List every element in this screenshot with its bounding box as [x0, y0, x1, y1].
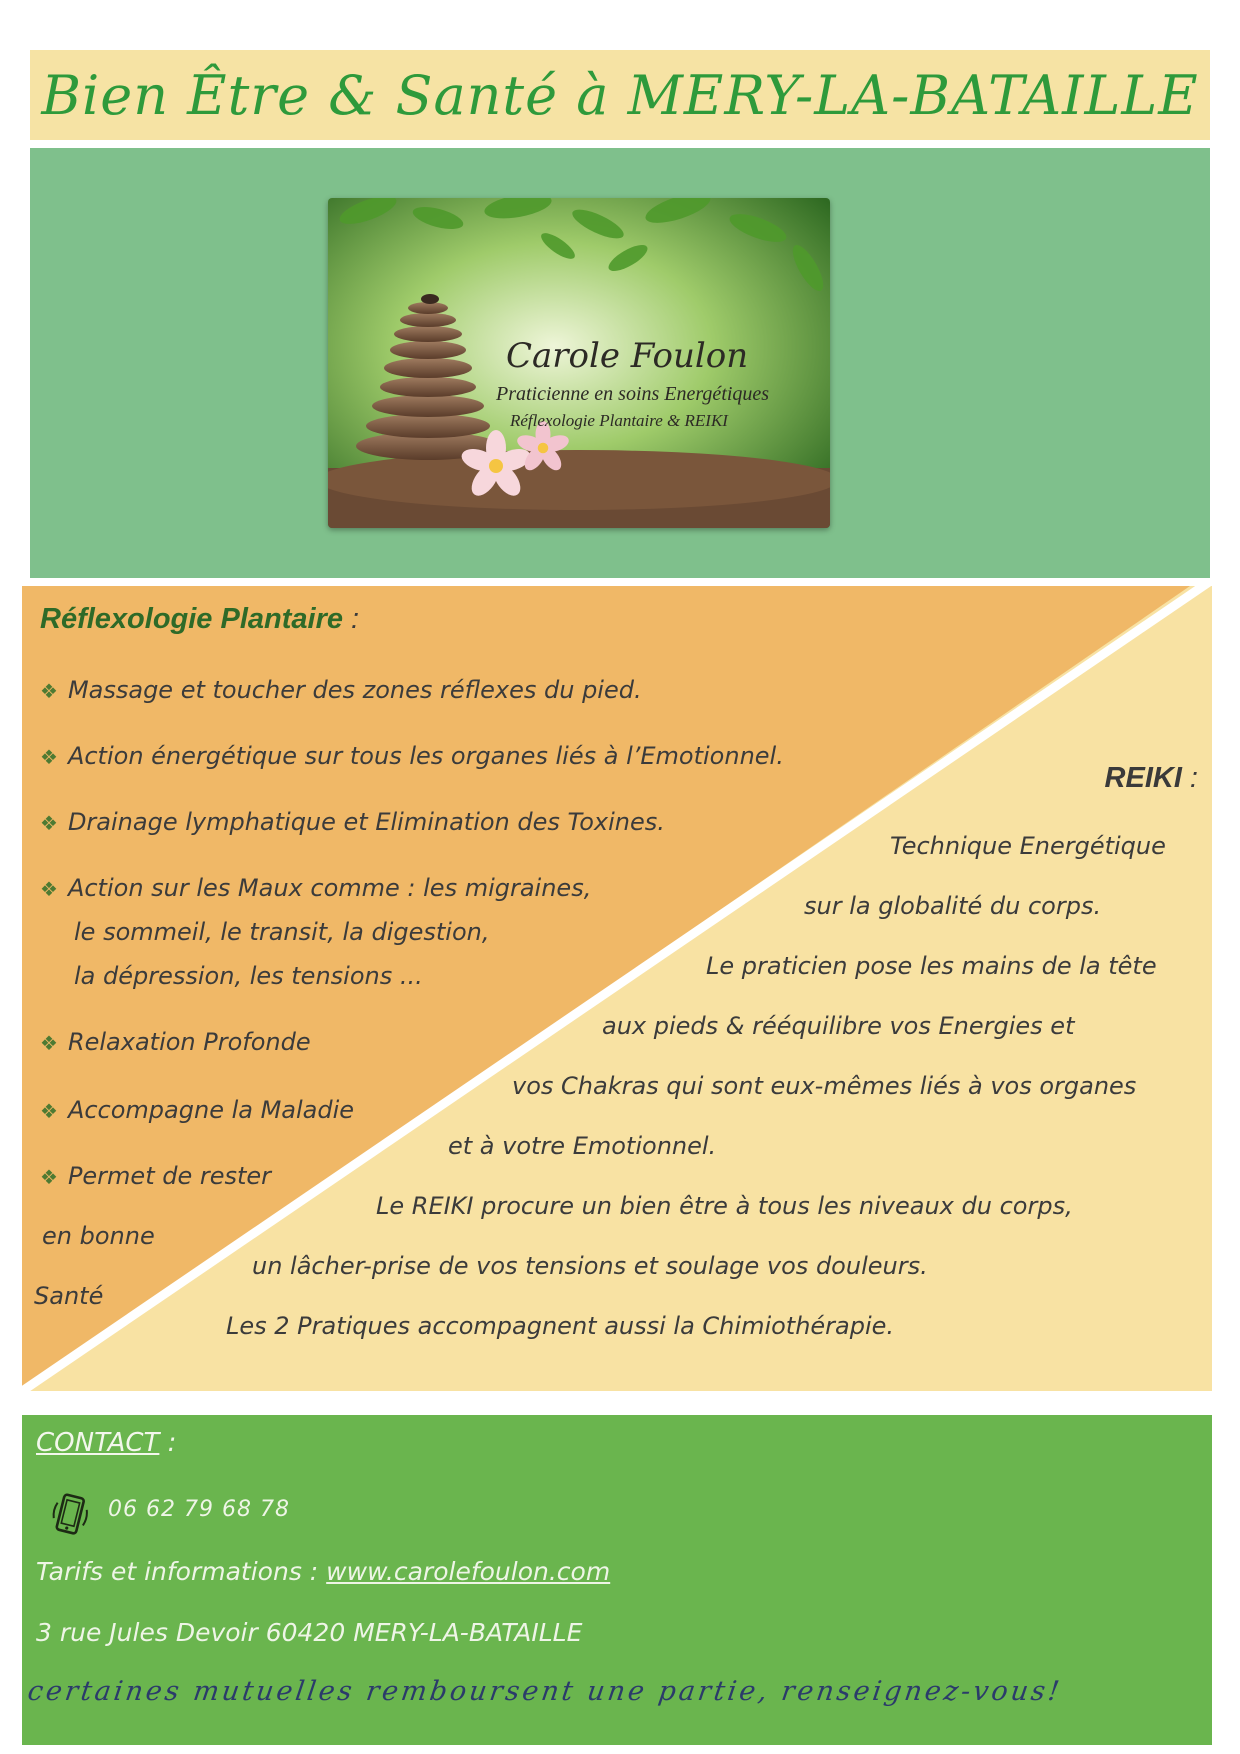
bullet-continuation: Santé: [34, 1282, 104, 1310]
reiki-line: Le REIKI procure un bien être à tous les niveaux du corps,: [376, 1192, 1073, 1220]
diamond-bullet-icon: ❖: [40, 1031, 58, 1055]
reiki-line: Le praticien pose les mains de la tête: [706, 952, 1157, 980]
diamond-bullet-icon: ❖: [40, 877, 58, 901]
bullet-item: ❖ Action sur les Maux comme : les migraines,: [40, 874, 592, 902]
diamond-bullet-icon: ❖: [40, 679, 58, 703]
phone-number: 06 62 79 68 78: [108, 1497, 290, 1522]
reiki-title: REIKI :: [1104, 762, 1198, 794]
bullet-item: ❖ Relaxation Profonde: [40, 1028, 311, 1056]
card-specialties: Réflexologie Plantaire & REIKI: [510, 411, 728, 430]
card-name: Carole Foulon: [506, 336, 749, 376]
contact-title: CONTACT :: [36, 1428, 177, 1458]
reiki-line: aux pieds & rééquilibre vos Energies et: [602, 1012, 1075, 1040]
diamond-bullet-icon: ❖: [40, 811, 58, 835]
bullet-item: ❖ Action énergétique sur tous les organes liés à l’Emotionnel.: [40, 742, 784, 770]
page-title: Bien Être & Santé à MERY-LA-BATAILLE: [41, 63, 1199, 127]
bullet-item: ❖ Permet de rester: [40, 1162, 272, 1190]
business-card: [328, 198, 830, 528]
diamond-bullet-icon: ❖: [40, 1099, 58, 1123]
mobile-phone-icon: [50, 1492, 90, 1538]
website-link[interactable]: www.carolefoulon.com: [326, 1557, 611, 1586]
bullet-item: ❖ Accompagne la Maladie: [40, 1096, 355, 1124]
diamond-bullet-icon: ❖: [40, 745, 58, 769]
reiki-line: un lâcher-prise de vos tensions et soulage vos douleurs.: [252, 1252, 928, 1280]
reiki-line: et à votre Emotionnel.: [448, 1132, 717, 1160]
bullet-continuation: en bonne: [42, 1222, 155, 1250]
reiki-line: Technique Energétique: [890, 832, 1166, 860]
reiki-line: sur la globalité du corps.: [804, 892, 1102, 920]
bullet-item: ❖ Massage et toucher des zones réflexes du pied.: [40, 676, 642, 704]
bullet-item: ❖ Drainage lymphatique et Elimination des Toxines.: [40, 808, 665, 836]
tarifs-line: Tarifs et informations : www.carolefoulon.com: [36, 1557, 611, 1586]
card-subtitle: Praticienne en soins Energétiques: [496, 383, 770, 405]
bullet-continuation: la dépression, les tensions ...: [74, 962, 423, 990]
address: 3 rue Jules Devoir 60420 MERY-LA-BATAILLE: [36, 1618, 583, 1647]
title-band: [30, 50, 1210, 140]
reiki-line: vos Chakras qui sont eux-mêmes liés à vos organes: [512, 1072, 1137, 1100]
reflexologie-title: Réflexologie Plantaire :: [40, 603, 360, 635]
handwritten-note: certaines mutuelles remboursent une partie, renseignez-vous!: [25, 1676, 1065, 1707]
bullet-continuation: le sommeil, le transit, la digestion,: [74, 918, 490, 946]
reiki-line: Les 2 Pratiques accompagnent aussi la Chimiothérapie.: [226, 1312, 895, 1340]
diamond-bullet-icon: ❖: [40, 1165, 58, 1189]
